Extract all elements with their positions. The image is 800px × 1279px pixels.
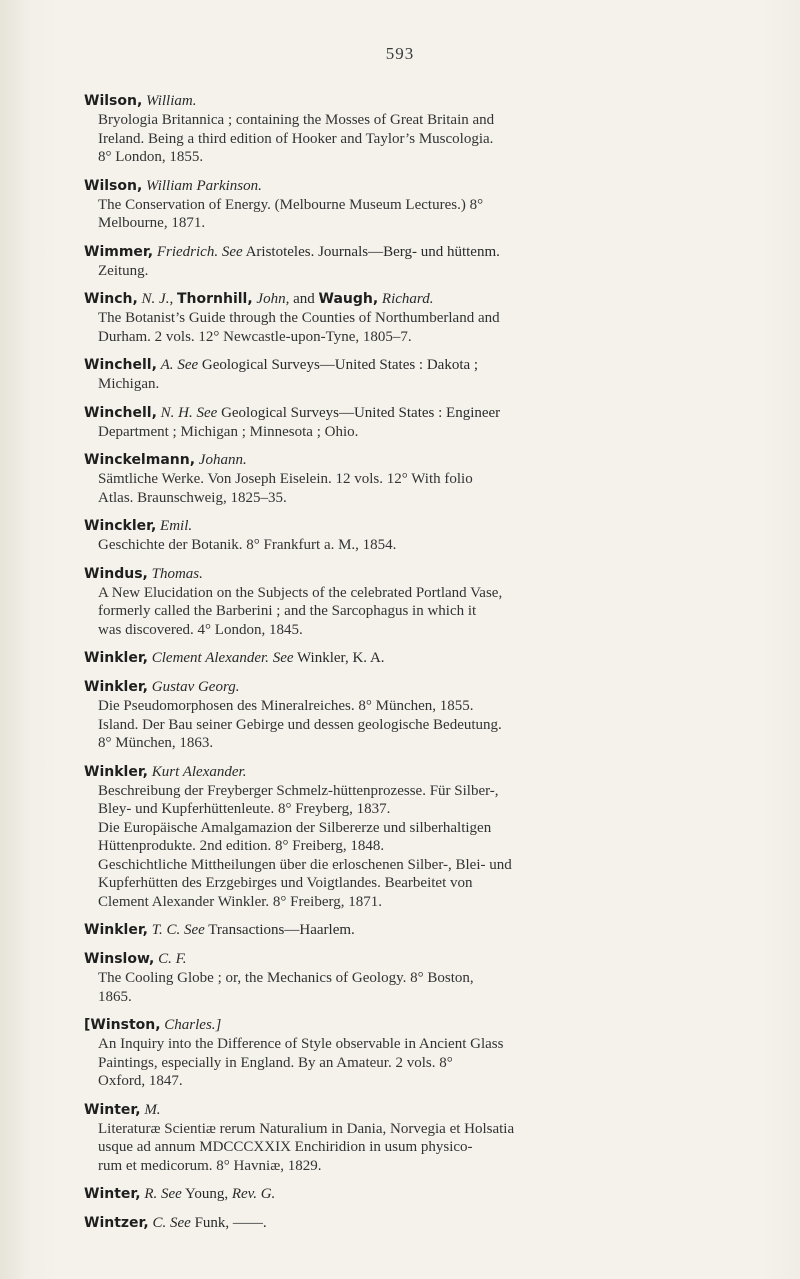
text-line: Die Pseudomorphosen des Mineralreiches. 8° München, 1855. <box>98 698 474 714</box>
catalogue-entry <box>84 404 754 442</box>
author-surname: Winter, <box>84 1186 141 1202</box>
catalogue-entry <box>84 950 754 1006</box>
text-line: Island. Der Bau seiner Gebirge und dessen geologische Bedeutung. <box>98 716 502 733</box>
see-reference-label: See <box>160 1186 182 1202</box>
author-given-name: N. H. <box>160 404 193 421</box>
work-citation <box>84 470 754 507</box>
text-line: Kupferhütten des Erzgebirges und Voigtlandes. Bearbeitet von <box>98 875 473 891</box>
entry-heading <box>84 92 754 111</box>
catalogue-entry <box>84 177 754 233</box>
catalogue-entry <box>84 517 754 555</box>
coauthor-given-name: Richard. <box>381 291 434 307</box>
author-surname: Wilson, <box>84 177 143 194</box>
text-line: The Botanist’s Guide through the Counties of Northumberland and <box>98 310 500 326</box>
author-surname: Winkler, <box>84 763 148 780</box>
text-line: A New Elucidation on the Subjects of the celebrated Portland Vase, <box>98 584 503 601</box>
work-citation <box>84 716 754 753</box>
text-line: Durham. 2 vols. 12° Newcastle-upon-Tyne, 1805–7. <box>98 328 412 345</box>
text-line: Atlas. Braunschweig, 1825–35. <box>98 489 287 506</box>
entry-heading <box>84 1214 754 1233</box>
author-surname: Wilson, <box>84 93 143 109</box>
text-line: Bryologia Britannica ; containing the Mosses of Great Britain and <box>98 112 495 128</box>
author-surname: Winckler, <box>84 518 157 534</box>
author-given-name: Kurt Alexander. <box>151 763 247 780</box>
author-given-name: R. <box>144 1186 158 1202</box>
text-line: usque ad annum MDCCCXXIX Enchiridion in usum physico- <box>98 1139 473 1155</box>
see-reference-target: Geological Surveys—United States : Engineer <box>221 404 501 421</box>
entry-heading <box>84 356 754 375</box>
catalogue-entry <box>84 1101 754 1176</box>
author-surname: Winslow, <box>84 951 155 967</box>
text-line: 8° London, 1855. <box>98 149 204 165</box>
see-reference-label: See <box>169 1215 191 1231</box>
work-citation <box>84 1035 754 1091</box>
page-number: 593 <box>385 44 415 63</box>
see-reference-label: See <box>177 357 199 373</box>
see-reference-target: Geological Surveys—United States : Dakota ; <box>201 357 479 373</box>
reference-continuation <box>84 423 754 442</box>
text-line: 1865. <box>98 988 132 1005</box>
text-line: Clement Alexander Winkler. 8° Freiberg, 1871. <box>98 893 382 910</box>
coauthor-surname: Thornhill, <box>176 291 253 307</box>
see-reference-target: Aristoteles. Journals—Berg- und hüttenm. <box>245 243 500 260</box>
author-given-name: Gustav Georg. <box>151 679 240 695</box>
catalogue-entry <box>84 649 754 668</box>
catalogue-entries <box>84 92 754 1243</box>
text-line: Ireland. Being a third edition of Hooker and Taylor’s Muscologia. <box>98 130 494 147</box>
author-given-name: Charles.] <box>164 1017 222 1033</box>
author-surname: [Winston, <box>84 1017 161 1033</box>
text-line: Department ; Michigan ; Minnesota ; Ohio. <box>98 423 359 440</box>
catalogue-entry <box>84 356 754 394</box>
catalogue-entry <box>84 290 754 346</box>
text-line: Bley- und Kupferhüttenleute. 8° Freyberg, 1837. <box>98 801 391 817</box>
author-surname: Windus, <box>84 565 148 582</box>
work-citation <box>84 782 754 819</box>
reference-continuation <box>84 375 754 394</box>
work-citation <box>84 697 754 716</box>
text-line: Literaturæ Scientiæ rerum Naturalium in Dania, Norvegia et Holsatia <box>98 1120 515 1137</box>
entry-heading <box>84 177 754 196</box>
entry-heading <box>84 678 754 697</box>
text-line: rum et medicorum. 8° Havniæ, 1829. <box>98 1157 322 1174</box>
text-line: Beschreibung der Freyberger Schmelz-hüttenprozesse. Für Silber-, <box>98 782 499 799</box>
author-given-name: Friedrich. <box>156 243 219 260</box>
entry-heading <box>84 565 754 584</box>
work-citation <box>84 856 754 912</box>
work-citation <box>84 1120 754 1176</box>
text-line: Hüttenprodukte. 2nd edition. 8° Freiberg, 1848. <box>98 838 385 854</box>
see-reference-label: See <box>196 404 218 421</box>
work-citation <box>84 309 754 346</box>
author-surname: Winter, <box>84 1101 141 1118</box>
catalogue-entry <box>84 243 754 281</box>
author-given-name: C. F. <box>158 951 187 967</box>
author-given-name: N. J., <box>141 291 174 307</box>
author-given-name: Emil. <box>160 518 193 534</box>
entry-heading <box>84 1185 754 1204</box>
see-reference-target: Young, <box>185 1186 229 1202</box>
catalogue-entry <box>84 1214 754 1233</box>
author-surname: Winchell, <box>84 404 157 421</box>
entry-heading <box>84 763 754 782</box>
text-line: Paintings, especially in England. By an Amateur. 2 vols. 8° <box>98 1054 453 1071</box>
entry-heading <box>84 649 754 668</box>
entry-heading <box>84 921 754 940</box>
author-given-name: C. <box>152 1215 167 1231</box>
catalogue-entry <box>84 921 754 940</box>
catalogue-entry <box>84 451 754 507</box>
catalogue-entry <box>84 565 754 640</box>
text-line: Zeitung. <box>98 262 149 279</box>
author-surname: Winkler, <box>84 650 148 666</box>
entry-heading <box>84 451 754 470</box>
conjunction: and <box>293 291 315 307</box>
text-line: An Inquiry into the Difference of Style observable in Ancient Glass <box>98 1036 504 1052</box>
see-reference-target: Winkler, K. A. <box>297 650 385 666</box>
text-line: Die Europäische Amalgamazion der Silbererze und silberhaltigen <box>98 819 492 836</box>
author-surname: Winkler, <box>84 922 148 938</box>
work-citation <box>84 969 754 1006</box>
author-surname: Winchell, <box>84 357 157 373</box>
text-line: 8° München, 1863. <box>98 735 214 751</box>
see-reference-target: Funk, ——. <box>194 1215 267 1231</box>
see-reference-label: See <box>183 922 205 938</box>
text-line: Melbourne, 1871. <box>98 215 206 231</box>
entry-heading <box>84 243 754 262</box>
entry-heading <box>84 1016 754 1035</box>
author-given-name: A. <box>160 357 174 373</box>
work-citation <box>84 584 754 640</box>
see-reference-target-name: Rev. G. <box>231 1186 276 1202</box>
entry-heading <box>84 517 754 536</box>
author-surname: Wimmer, <box>84 243 154 260</box>
see-reference-label: See <box>221 243 243 260</box>
text-line: Michigan. <box>98 376 160 392</box>
entry-heading <box>84 950 754 969</box>
entry-heading <box>84 290 754 309</box>
text-line: Geschichtliche Mittheilungen über die erloschenen Silber-, Blei- und <box>98 856 512 873</box>
catalogue-entry <box>84 1016 754 1091</box>
work-citation <box>84 111 754 167</box>
see-reference-target: Transactions—Haarlem. <box>208 922 355 938</box>
author-given-name: William. <box>146 93 197 109</box>
text-line: was discovered. 4° London, 1845. <box>98 621 303 638</box>
work-citation <box>84 819 754 856</box>
entry-heading <box>84 404 754 423</box>
author-surname: Wintzer, <box>84 1215 149 1231</box>
text-line: The Conservation of Energy. (Melbourne Museum Lectures.) 8° <box>98 196 484 213</box>
author-given-name: Thomas. <box>151 565 203 582</box>
catalogue-entry <box>84 763 754 912</box>
author-given-name: Johann. <box>198 452 247 468</box>
author-surname: Winch, <box>84 291 138 307</box>
text-line: Geschichte der Botanik. 8° Frankfurt a. M., 1854. <box>98 537 397 553</box>
coauthor-surname: Waugh, <box>318 291 379 307</box>
author-given-name: William Parkinson. <box>146 177 262 194</box>
reference-continuation <box>84 262 754 281</box>
see-reference-label: See <box>272 650 294 666</box>
work-citation <box>84 196 754 233</box>
author-surname: Winckelmann, <box>84 452 196 468</box>
text-line: The Cooling Globe ; or, the Mechanics of Geology. 8° Boston, <box>98 970 474 986</box>
catalogue-entry <box>84 678 754 753</box>
coauthor-given-name: John, <box>256 291 290 307</box>
author-given-name: M. <box>144 1101 161 1118</box>
author-surname: Winkler, <box>84 679 148 695</box>
text-line: formerly called the Barberini ; and the Sarcophagus in which it <box>98 603 477 619</box>
catalogue-entry <box>84 1185 754 1204</box>
text-line: Sämtliche Werke. Von Joseph Eiselein. 12 vols. 12° With folio <box>98 471 473 487</box>
author-given-name: T. C. <box>151 922 181 938</box>
text-line: Oxford, 1847. <box>98 1073 183 1089</box>
entry-heading <box>84 1101 754 1120</box>
author-given-name: Clement Alexander. <box>151 650 269 666</box>
catalogue-entry <box>84 92 754 167</box>
work-citation <box>84 536 754 555</box>
